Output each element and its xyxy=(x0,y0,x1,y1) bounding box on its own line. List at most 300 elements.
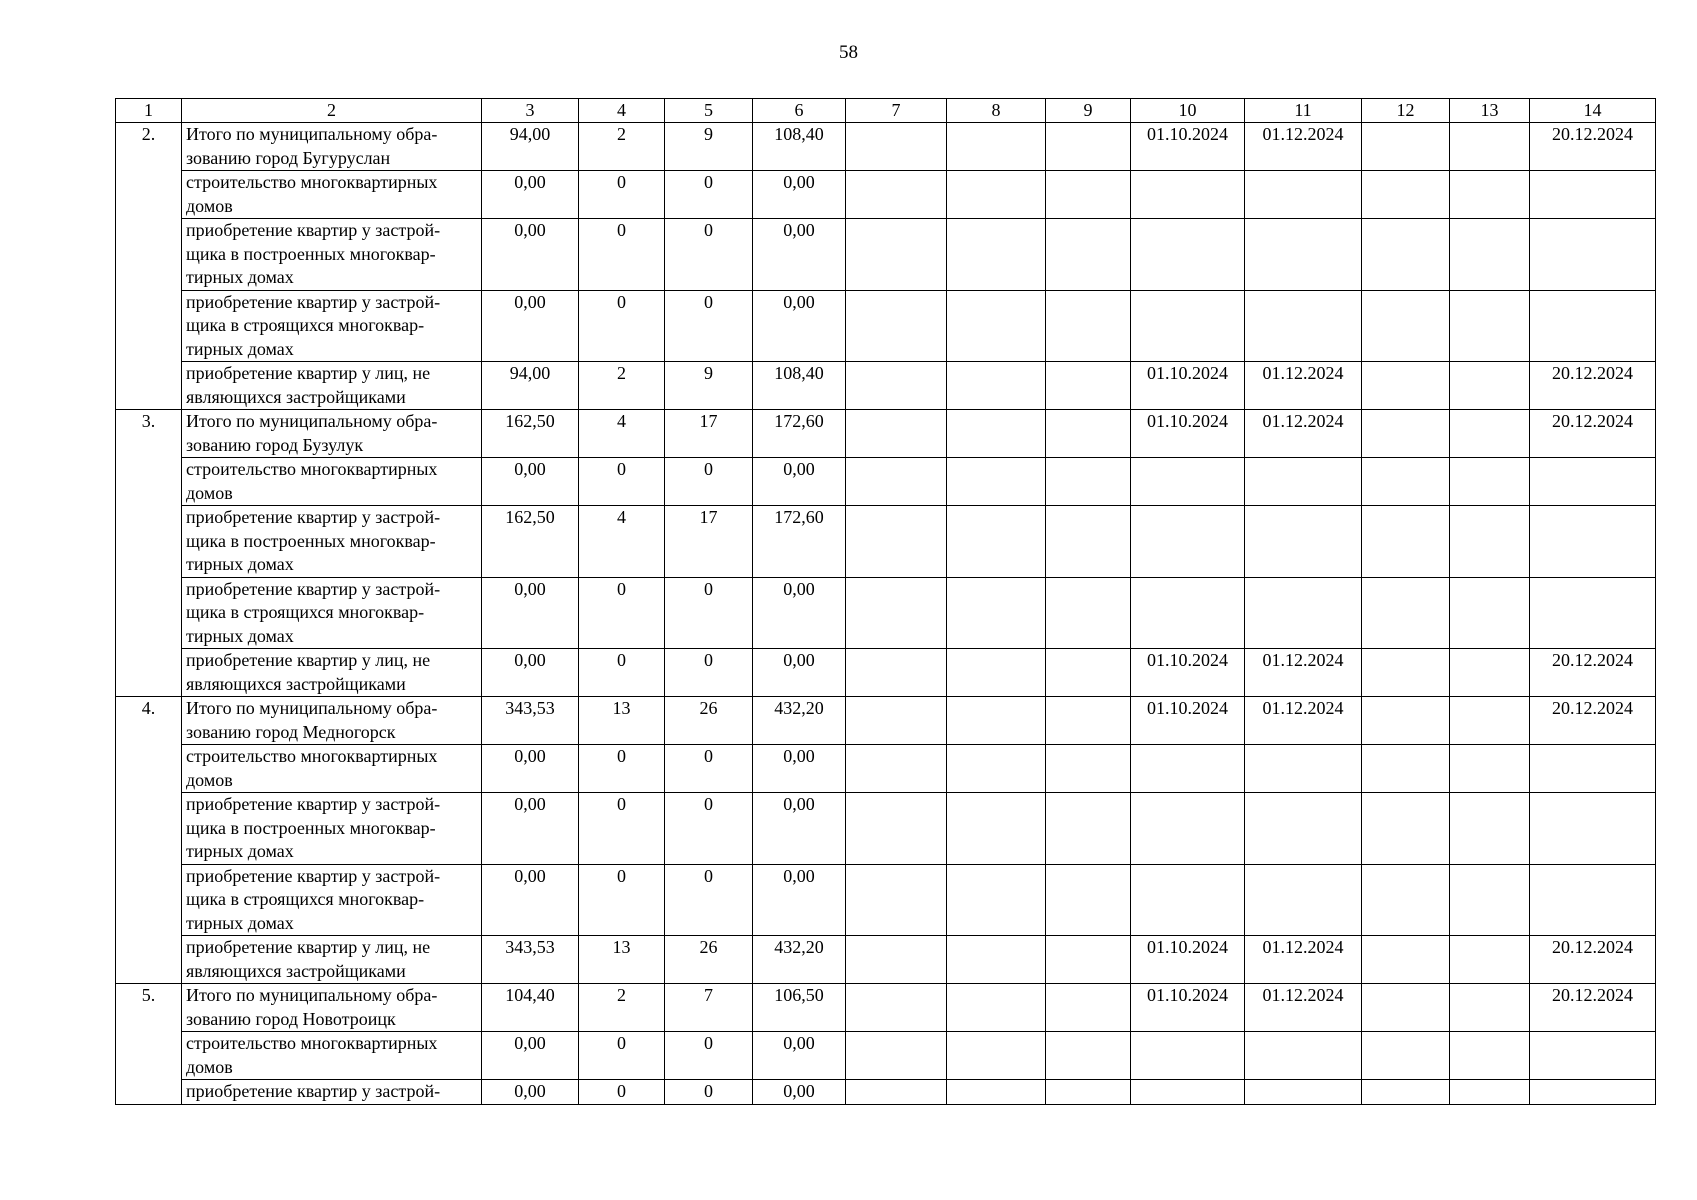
cell-c14 xyxy=(1530,171,1656,219)
row-description xyxy=(182,984,482,1032)
empty-cell xyxy=(947,864,1046,936)
table-row xyxy=(116,290,1656,362)
cell-c3: 162,50 xyxy=(482,506,579,578)
empty-cell xyxy=(1046,649,1131,697)
row-description xyxy=(182,864,482,936)
description-line: приобретение квартир у застрой- xyxy=(186,291,441,312)
cell-c5: 7 xyxy=(665,984,753,1032)
cell-c10: 01.10.2024 xyxy=(1131,984,1245,1032)
row-description xyxy=(182,410,482,458)
column-header: 11 xyxy=(1245,99,1362,123)
cell-c11 xyxy=(1245,1032,1362,1080)
description-line: являющихся застройщиками xyxy=(186,960,406,981)
cell-c11: 01.12.2024 xyxy=(1245,362,1362,410)
description-line: щика в построенных многоквар- xyxy=(186,530,436,551)
cell-c4: 13 xyxy=(579,697,665,745)
cell-c14: 20.12.2024 xyxy=(1530,410,1656,458)
cell-c14: 20.12.2024 xyxy=(1530,362,1656,410)
cell-c3: 0,00 xyxy=(482,458,579,506)
description-line: зованию город Новотроицк xyxy=(186,1008,396,1029)
row-description xyxy=(182,458,482,506)
cell-c5: 0 xyxy=(665,171,753,219)
empty-cell xyxy=(947,649,1046,697)
empty-cell xyxy=(1362,1032,1450,1080)
description-line: являющихся застройщиками xyxy=(186,673,406,694)
cell-c11 xyxy=(1245,171,1362,219)
empty-cell xyxy=(1450,577,1530,649)
empty-cell xyxy=(1046,219,1131,291)
description-line: щика в построенных многоквар- xyxy=(186,817,436,838)
empty-cell xyxy=(1450,1080,1530,1105)
cell-c11 xyxy=(1245,864,1362,936)
cell-c6: 172,60 xyxy=(753,410,846,458)
cell-c10: 01.10.2024 xyxy=(1131,410,1245,458)
cell-c10 xyxy=(1131,219,1245,291)
column-header: 14 xyxy=(1530,99,1656,123)
cell-c4: 0 xyxy=(579,1080,665,1105)
row-description xyxy=(182,1080,482,1105)
row-description xyxy=(182,290,482,362)
cell-c5: 9 xyxy=(665,362,753,410)
empty-cell xyxy=(1046,936,1131,984)
cell-c5: 17 xyxy=(665,410,753,458)
cell-c11 xyxy=(1245,458,1362,506)
empty-cell xyxy=(1362,123,1450,171)
cell-c5: 0 xyxy=(665,1080,753,1105)
description-line: щика в построенных многоквар- xyxy=(186,243,436,264)
column-header: 5 xyxy=(665,99,753,123)
cell-c6: 432,20 xyxy=(753,936,846,984)
cell-c4: 0 xyxy=(579,745,665,793)
data-table xyxy=(115,98,1656,1105)
cell-c3: 0,00 xyxy=(482,745,579,793)
cell-c10 xyxy=(1131,290,1245,362)
empty-cell xyxy=(846,171,947,219)
cell-c4: 0 xyxy=(579,577,665,649)
cell-c4: 0 xyxy=(579,219,665,291)
description-line: строительство многоквартирных xyxy=(186,746,438,766)
empty-cell xyxy=(1362,219,1450,291)
description-line: являющихся застройщиками xyxy=(186,386,406,407)
description-line: приобретение квартир у лиц, не xyxy=(186,363,431,383)
cell-c6: 432,20 xyxy=(753,697,846,745)
cell-c11 xyxy=(1245,745,1362,793)
cell-c11: 01.12.2024 xyxy=(1245,410,1362,458)
empty-cell xyxy=(1450,290,1530,362)
cell-c11: 01.12.2024 xyxy=(1245,649,1362,697)
description-line: приобретение квартир у застрой- xyxy=(186,794,441,814)
empty-cell xyxy=(1362,362,1450,410)
description-line: домов xyxy=(186,1056,233,1077)
empty-cell xyxy=(1450,697,1530,745)
empty-cell xyxy=(1362,171,1450,219)
description-line: Итого по муниципальному обра- xyxy=(186,124,438,144)
table-row xyxy=(116,506,1656,578)
empty-cell xyxy=(1046,506,1131,578)
empty-cell xyxy=(846,506,947,578)
empty-cell xyxy=(1450,362,1530,410)
cell-c11: 01.12.2024 xyxy=(1245,936,1362,984)
cell-c5: 0 xyxy=(665,793,753,865)
empty-cell xyxy=(846,649,947,697)
table-row xyxy=(116,362,1656,410)
cell-c14: 20.12.2024 xyxy=(1530,649,1656,697)
description-line: зованию город Бугуруслан xyxy=(186,147,391,168)
cell-c14 xyxy=(1530,745,1656,793)
cell-c10 xyxy=(1131,1032,1245,1080)
cell-c14 xyxy=(1530,290,1656,362)
cell-c5: 17 xyxy=(665,506,753,578)
empty-cell xyxy=(846,793,947,865)
empty-cell xyxy=(1362,984,1450,1032)
description-line: тирных домах xyxy=(186,841,294,861)
empty-cell xyxy=(1362,793,1450,865)
cell-c4: 4 xyxy=(579,410,665,458)
row-number: 4. xyxy=(116,697,182,984)
empty-cell xyxy=(1362,697,1450,745)
empty-cell xyxy=(1450,984,1530,1032)
cell-c10: 01.10.2024 xyxy=(1131,697,1245,745)
cell-c4: 0 xyxy=(579,458,665,506)
cell-c10 xyxy=(1131,745,1245,793)
empty-cell xyxy=(1046,410,1131,458)
table-row xyxy=(116,864,1656,936)
row-description xyxy=(182,649,482,697)
empty-cell xyxy=(1362,1080,1450,1105)
empty-cell xyxy=(1450,410,1530,458)
table-row xyxy=(116,793,1656,865)
empty-cell xyxy=(1450,649,1530,697)
cell-c6: 0,00 xyxy=(753,458,846,506)
cell-c11 xyxy=(1245,793,1362,865)
empty-cell xyxy=(846,219,947,291)
table-row xyxy=(116,219,1656,291)
empty-cell xyxy=(947,290,1046,362)
cell-c3: 162,50 xyxy=(482,410,579,458)
row-description xyxy=(182,171,482,219)
description-line: домов xyxy=(186,482,233,503)
cell-c14 xyxy=(1530,577,1656,649)
empty-cell xyxy=(1450,793,1530,865)
cell-c3: 104,40 xyxy=(482,984,579,1032)
cell-c4: 2 xyxy=(579,362,665,410)
description-line: приобретение квартир у лиц, не xyxy=(186,650,431,670)
cell-c5: 0 xyxy=(665,458,753,506)
empty-cell xyxy=(1362,936,1450,984)
empty-cell xyxy=(1046,171,1131,219)
cell-c5: 0 xyxy=(665,290,753,362)
empty-cell xyxy=(947,219,1046,291)
column-header: 10 xyxy=(1131,99,1245,123)
cell-c3: 0,00 xyxy=(482,864,579,936)
cell-c10: 01.10.2024 xyxy=(1131,362,1245,410)
cell-c14: 20.12.2024 xyxy=(1530,936,1656,984)
description-line: приобретение квартир у застрой- xyxy=(186,220,441,240)
description-line: домов xyxy=(186,195,233,216)
empty-cell xyxy=(846,936,947,984)
description-line: строительство многоквартирных xyxy=(186,1033,438,1053)
cell-c6: 0,00 xyxy=(753,171,846,219)
description-line: Итого по муниципальному обра- xyxy=(186,698,438,718)
cell-c6: 108,40 xyxy=(753,123,846,171)
cell-c11 xyxy=(1245,290,1362,362)
empty-cell xyxy=(947,1080,1046,1105)
empty-cell xyxy=(1046,745,1131,793)
cell-c4: 2 xyxy=(579,984,665,1032)
table-row xyxy=(116,1032,1656,1080)
empty-cell xyxy=(947,410,1046,458)
cell-c3: 0,00 xyxy=(482,649,579,697)
cell-c3: 94,00 xyxy=(482,362,579,410)
cell-c4: 0 xyxy=(579,649,665,697)
table-row xyxy=(116,171,1656,219)
empty-cell xyxy=(947,936,1046,984)
empty-cell xyxy=(947,984,1046,1032)
column-header: 13 xyxy=(1450,99,1530,123)
cell-c11 xyxy=(1245,1080,1362,1105)
cell-c3: 0,00 xyxy=(482,1080,579,1105)
cell-c3: 0,00 xyxy=(482,171,579,219)
empty-cell xyxy=(846,410,947,458)
description-line: приобретение квартир у лиц, не xyxy=(186,937,431,957)
cell-c14 xyxy=(1530,1032,1656,1080)
description-line: щика в строящихся многоквар- xyxy=(186,889,425,909)
cell-c5: 26 xyxy=(665,936,753,984)
cell-c3: 0,00 xyxy=(482,577,579,649)
cell-c11: 01.12.2024 xyxy=(1245,123,1362,171)
cell-c3: 0,00 xyxy=(482,290,579,362)
cell-c11 xyxy=(1245,577,1362,649)
description-line: тирных домах xyxy=(186,338,294,359)
cell-c3: 343,53 xyxy=(482,936,579,984)
cell-c14 xyxy=(1530,793,1656,865)
empty-cell xyxy=(1046,793,1131,865)
cell-c4: 13 xyxy=(579,936,665,984)
empty-cell xyxy=(846,123,947,171)
cell-c6: 0,00 xyxy=(753,1032,846,1080)
empty-cell xyxy=(1450,1032,1530,1080)
cell-c14 xyxy=(1530,864,1656,936)
empty-cell xyxy=(846,577,947,649)
cell-c5: 0 xyxy=(665,219,753,291)
cell-c6: 0,00 xyxy=(753,219,846,291)
description-line: приобретение квартир у застрой- xyxy=(186,1081,441,1101)
cell-c6: 0,00 xyxy=(753,649,846,697)
cell-c5: 0 xyxy=(665,1032,753,1080)
table-row xyxy=(116,410,1656,458)
empty-cell xyxy=(1046,123,1131,171)
cell-c10: 01.10.2024 xyxy=(1131,936,1245,984)
empty-cell xyxy=(947,1032,1046,1080)
empty-cell xyxy=(1046,864,1131,936)
empty-cell xyxy=(1046,458,1131,506)
empty-cell xyxy=(846,1032,947,1080)
empty-cell xyxy=(947,362,1046,410)
row-description xyxy=(182,362,482,410)
empty-cell xyxy=(1046,362,1131,410)
column-header: 8 xyxy=(947,99,1046,123)
empty-cell xyxy=(1362,745,1450,793)
row-description xyxy=(182,745,482,793)
cell-c3: 94,00 xyxy=(482,123,579,171)
cell-c10 xyxy=(1131,458,1245,506)
cell-c11 xyxy=(1245,506,1362,578)
cell-c11: 01.12.2024 xyxy=(1245,697,1362,745)
cell-c6: 0,00 xyxy=(753,864,846,936)
cell-c14: 20.12.2024 xyxy=(1530,697,1656,745)
cell-c6: 106,50 xyxy=(753,984,846,1032)
description-line: строительство многоквартирных xyxy=(186,172,438,192)
cell-c10 xyxy=(1131,864,1245,936)
empty-cell xyxy=(1362,506,1450,578)
empty-cell xyxy=(947,697,1046,745)
cell-c14: 20.12.2024 xyxy=(1530,984,1656,1032)
empty-cell xyxy=(947,577,1046,649)
empty-cell xyxy=(846,697,947,745)
cell-c6: 0,00 xyxy=(753,1080,846,1105)
empty-cell xyxy=(1046,984,1131,1032)
cell-c6: 0,00 xyxy=(753,290,846,362)
empty-cell xyxy=(1450,936,1530,984)
cell-c10 xyxy=(1131,1080,1245,1105)
cell-c14 xyxy=(1530,1080,1656,1105)
cell-c10 xyxy=(1131,793,1245,865)
row-description xyxy=(182,1032,482,1080)
empty-cell xyxy=(1362,577,1450,649)
cell-c5: 26 xyxy=(665,697,753,745)
cell-c6: 0,00 xyxy=(753,577,846,649)
empty-cell xyxy=(846,290,947,362)
cell-c4: 0 xyxy=(579,793,665,865)
cell-c6: 108,40 xyxy=(753,362,846,410)
table-row xyxy=(116,936,1656,984)
cell-c5: 0 xyxy=(665,864,753,936)
empty-cell xyxy=(947,745,1046,793)
row-number: 3. xyxy=(116,410,182,697)
empty-cell xyxy=(846,745,947,793)
column-header: 3 xyxy=(482,99,579,123)
row-description xyxy=(182,793,482,865)
empty-cell xyxy=(846,864,947,936)
description-line: щика в строящихся многоквар- xyxy=(186,315,425,335)
row-description xyxy=(182,123,482,171)
cell-c14 xyxy=(1530,219,1656,291)
cell-c10 xyxy=(1131,577,1245,649)
table-row xyxy=(116,984,1656,1032)
cell-c3: 0,00 xyxy=(482,219,579,291)
empty-cell xyxy=(947,123,1046,171)
empty-cell xyxy=(1046,290,1131,362)
table-body xyxy=(116,99,1656,1105)
empty-cell xyxy=(947,458,1046,506)
description-line: домов xyxy=(186,769,233,790)
description-line: приобретение квартир у застрой- xyxy=(186,507,441,527)
cell-c4: 0 xyxy=(579,1032,665,1080)
cell-c14: 20.12.2024 xyxy=(1530,123,1656,171)
cell-c11: 01.12.2024 xyxy=(1245,984,1362,1032)
description-line: приобретение квартир у застрой- xyxy=(186,578,441,599)
cell-c5: 0 xyxy=(665,649,753,697)
description-line: щика в строящихся многоквар- xyxy=(186,602,425,622)
table-row xyxy=(116,458,1656,506)
description-line: Итого по муниципальному обра- xyxy=(186,985,438,1005)
empty-cell xyxy=(1450,458,1530,506)
description-line: строительство многоквартирных xyxy=(186,459,438,479)
empty-cell xyxy=(1450,219,1530,291)
column-number-header-row xyxy=(116,99,1656,123)
description-line: тирных домах xyxy=(186,554,294,574)
column-header: 4 xyxy=(579,99,665,123)
column-header: 9 xyxy=(1046,99,1131,123)
cell-c4: 0 xyxy=(579,171,665,219)
empty-cell xyxy=(846,458,947,506)
row-description xyxy=(182,219,482,291)
cell-c3: 0,00 xyxy=(482,793,579,865)
row-description xyxy=(182,697,482,745)
empty-cell xyxy=(1046,697,1131,745)
column-header: 7 xyxy=(846,99,947,123)
empty-cell xyxy=(1362,649,1450,697)
empty-cell xyxy=(1450,745,1530,793)
cell-c3: 0,00 xyxy=(482,1032,579,1080)
cell-c5: 0 xyxy=(665,745,753,793)
empty-cell xyxy=(846,362,947,410)
page-number: 58 xyxy=(839,42,858,63)
empty-cell xyxy=(1046,1080,1131,1105)
cell-c3: 343,53 xyxy=(482,697,579,745)
row-number: 5. xyxy=(116,984,182,1105)
empty-cell xyxy=(846,1080,947,1105)
cell-c4: 0 xyxy=(579,864,665,936)
cell-c4: 2 xyxy=(579,123,665,171)
table-row xyxy=(116,577,1656,649)
empty-cell xyxy=(947,793,1046,865)
description-line: приобретение квартир у застрой- xyxy=(186,865,441,886)
empty-cell xyxy=(1362,864,1450,936)
row-description xyxy=(182,936,482,984)
table-row xyxy=(116,1080,1656,1105)
empty-cell xyxy=(1450,171,1530,219)
empty-cell xyxy=(1362,458,1450,506)
row-description xyxy=(182,577,482,649)
table-row xyxy=(116,697,1656,745)
cell-c10 xyxy=(1131,506,1245,578)
cell-c5: 0 xyxy=(665,577,753,649)
empty-cell xyxy=(1046,1032,1131,1080)
cell-c14 xyxy=(1530,458,1656,506)
empty-cell xyxy=(1362,410,1450,458)
column-header: 12 xyxy=(1362,99,1450,123)
cell-c10 xyxy=(1131,171,1245,219)
empty-cell xyxy=(1450,864,1530,936)
empty-cell xyxy=(1450,123,1530,171)
cell-c4: 4 xyxy=(579,506,665,578)
column-header: 6 xyxy=(753,99,846,123)
cell-c10: 01.10.2024 xyxy=(1131,649,1245,697)
column-header: 2 xyxy=(182,99,482,123)
description-line: Итого по муниципальному обра- xyxy=(186,411,438,431)
description-line: зованию город Бузулук xyxy=(186,434,364,455)
description-line: тирных домах xyxy=(186,267,294,287)
cell-c14 xyxy=(1530,506,1656,578)
table-row xyxy=(116,649,1656,697)
cell-c5: 9 xyxy=(665,123,753,171)
empty-cell xyxy=(846,984,947,1032)
cell-c6: 172,60 xyxy=(753,506,846,578)
description-line: тирных домах xyxy=(186,625,294,646)
cell-c6: 0,00 xyxy=(753,745,846,793)
cell-c11 xyxy=(1245,219,1362,291)
